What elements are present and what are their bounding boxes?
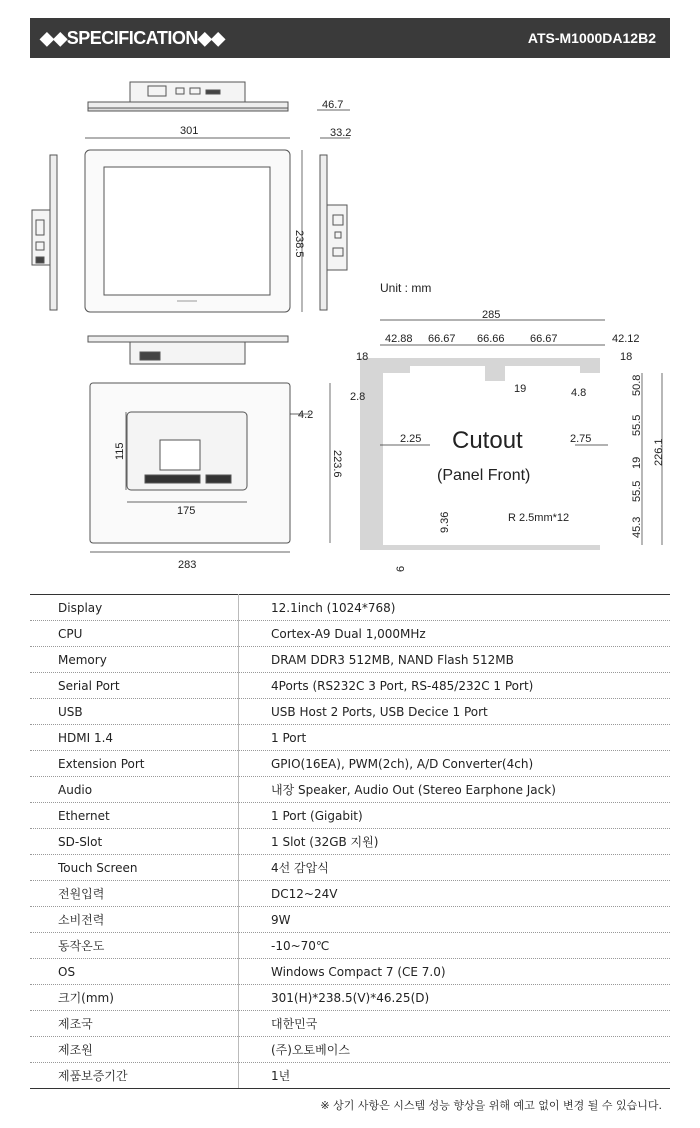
spec-label: Touch Screen xyxy=(30,855,239,881)
dim-back-height: 115 xyxy=(114,442,126,460)
bottom-view xyxy=(88,336,288,364)
cutout-right-edge: 18 xyxy=(620,351,633,363)
cutout-right-dim-3: 19 xyxy=(631,456,643,469)
cutout-right-dim-2: 55.5 xyxy=(631,414,643,436)
spec-value: USB Host 2 Ports, USB Decice 1 Port xyxy=(239,699,671,725)
spec-value: GPIO(16EA), PWM(2ch), A/D Converter(4ch) xyxy=(239,751,671,777)
spec-label: CPU xyxy=(30,621,239,647)
cutout-total-height: 226.1 xyxy=(653,438,665,466)
spec-label: 제조국 xyxy=(30,1011,239,1037)
cutout-dim-5: 42.12 xyxy=(612,333,640,345)
dim-front-height: 238.5 xyxy=(293,230,305,258)
spec-header-bar xyxy=(30,18,670,58)
spec-label: SD-Slot xyxy=(30,829,239,855)
dim-front-width: 301 xyxy=(180,125,199,137)
spec-label: Ethernet xyxy=(30,803,239,829)
cutout-right-dim-4: 55.5 xyxy=(631,480,643,502)
cutout-dim-4: 66.67 xyxy=(530,333,558,345)
dim-back-width: 175 xyxy=(177,505,196,517)
spec-value: Cortex-A9 Dual 1,000MHz xyxy=(239,621,671,647)
header-title xyxy=(40,28,225,49)
spec-row xyxy=(30,1011,670,1037)
spec-row xyxy=(30,985,670,1011)
spec-label: USB xyxy=(30,699,239,725)
header-title-text: SPECIFICATION xyxy=(66,27,198,48)
unit-label: Unit : mm xyxy=(380,281,432,295)
dim-depth-body: 33.2 xyxy=(330,127,352,139)
cutout-radius: R 2.5mm*12 xyxy=(508,512,570,524)
spec-row xyxy=(30,1063,670,1089)
spec-label: 소비전력 xyxy=(30,907,239,933)
spec-row xyxy=(30,881,670,907)
cutout-notch: 19 xyxy=(514,383,527,395)
spec-row xyxy=(30,595,670,621)
spec-label: Display xyxy=(30,595,239,621)
spec-row xyxy=(30,647,670,673)
cutout-dim-3: 66.66 xyxy=(477,333,505,345)
spec-value: (주)오토베이스 xyxy=(239,1037,671,1063)
spec-label: 제품보증기간 xyxy=(30,1063,239,1089)
spec-row xyxy=(30,1037,670,1063)
spec-value: 대한민국 xyxy=(239,1011,671,1037)
spec-value: -10~70℃ xyxy=(239,933,671,959)
spec-row xyxy=(30,621,670,647)
spec-value: 4Ports (RS232C 3 Port, RS-485/232C 1 Port) xyxy=(239,673,671,699)
cutout-title: Cutout xyxy=(452,427,523,454)
spec-table xyxy=(30,594,670,1089)
spec-value: 9W xyxy=(239,907,671,933)
spec-value: 내장 Speaker, Audio Out (Stereo Earphone Jack) xyxy=(239,777,671,803)
spec-label: 제조원 xyxy=(30,1037,239,1063)
cutout-notch-right: 4.8 xyxy=(571,387,587,399)
spec-value: 1 Port (Gigabit) xyxy=(239,803,671,829)
right-side-view xyxy=(320,155,347,310)
top-view xyxy=(88,82,288,111)
spec-value: 4선 감압식 xyxy=(239,855,671,881)
cutout-dim-1: 42.88 xyxy=(385,333,413,345)
spec-table-body xyxy=(30,595,670,1089)
spec-value: Windows Compact 7 (CE 7.0) xyxy=(239,959,671,985)
cutout-total-width: 285 xyxy=(482,309,501,321)
spec-row xyxy=(30,699,670,725)
cutout-left-edge: 18 xyxy=(356,351,369,363)
spec-label: 전원입력 xyxy=(30,881,239,907)
spec-value: DC12~24V xyxy=(239,881,671,907)
dim-depth-total: 46.7 xyxy=(322,99,344,111)
cutout-right-dim-1: 50.8 xyxy=(631,374,643,396)
cutout-left-hole: 2.8 xyxy=(350,391,366,403)
spec-row xyxy=(30,803,670,829)
header-deco-right: ◆◆ xyxy=(197,27,225,48)
spec-label: Serial Port xyxy=(30,673,239,699)
model-number: ATS-M1000DA12B2 xyxy=(527,30,656,46)
spec-label: HDMI 1.4 xyxy=(30,725,239,751)
footnote: ※ 상기 사항은 시스템 성능 향상을 위해 예고 없이 변경 될 수 있습니다. xyxy=(320,1099,662,1112)
spec-value: 1 Port xyxy=(239,725,671,751)
spec-row xyxy=(30,829,670,855)
dim-panel-width: 283 xyxy=(178,559,197,571)
spec-row xyxy=(30,751,670,777)
technical-drawing xyxy=(30,70,670,585)
spec-value: 12.1inch (1024*768) xyxy=(239,595,671,621)
cutout-right-dim-5: 45.3 xyxy=(631,516,643,538)
spec-row xyxy=(30,855,670,881)
cutout-subtitle: (Panel Front) xyxy=(437,467,531,484)
spec-row xyxy=(30,777,670,803)
header-deco-left: ◆◆ xyxy=(40,27,67,48)
spec-label: Extension Port xyxy=(30,751,239,777)
cutout-right-margin: 2.75 xyxy=(570,433,592,445)
cutout-left-margin: 2.25 xyxy=(400,433,422,445)
spec-label: OS xyxy=(30,959,239,985)
spec-row xyxy=(30,673,670,699)
dim-side-offset: 4.2 xyxy=(298,409,314,421)
cutout-bottom-hole: 9.36 xyxy=(439,511,451,533)
spec-label: Audio xyxy=(30,777,239,803)
spec-label: 동작온도 xyxy=(30,933,239,959)
front-view xyxy=(85,150,290,312)
left-side-view xyxy=(32,155,57,310)
dim-panel-height: 223.6 xyxy=(331,450,343,478)
back-view xyxy=(90,383,290,543)
spec-row xyxy=(30,725,670,751)
spec-value: DRAM DDR3 512MB, NAND Flash 512MB xyxy=(239,647,671,673)
spec-label: Memory xyxy=(30,647,239,673)
spec-row xyxy=(30,907,670,933)
spec-row xyxy=(30,959,670,985)
cutout-dim-2: 66.67 xyxy=(428,333,456,345)
spec-row xyxy=(30,933,670,959)
cutout-bottom-edge: 6 xyxy=(395,565,407,572)
spec-value: 301(H)*238.5(V)*46.25(D) xyxy=(239,985,671,1011)
spec-value: 1 Slot (32GB 지원) xyxy=(239,829,671,855)
spec-label: 크기(mm) xyxy=(30,985,239,1011)
spec-value: 1년 xyxy=(239,1063,671,1089)
